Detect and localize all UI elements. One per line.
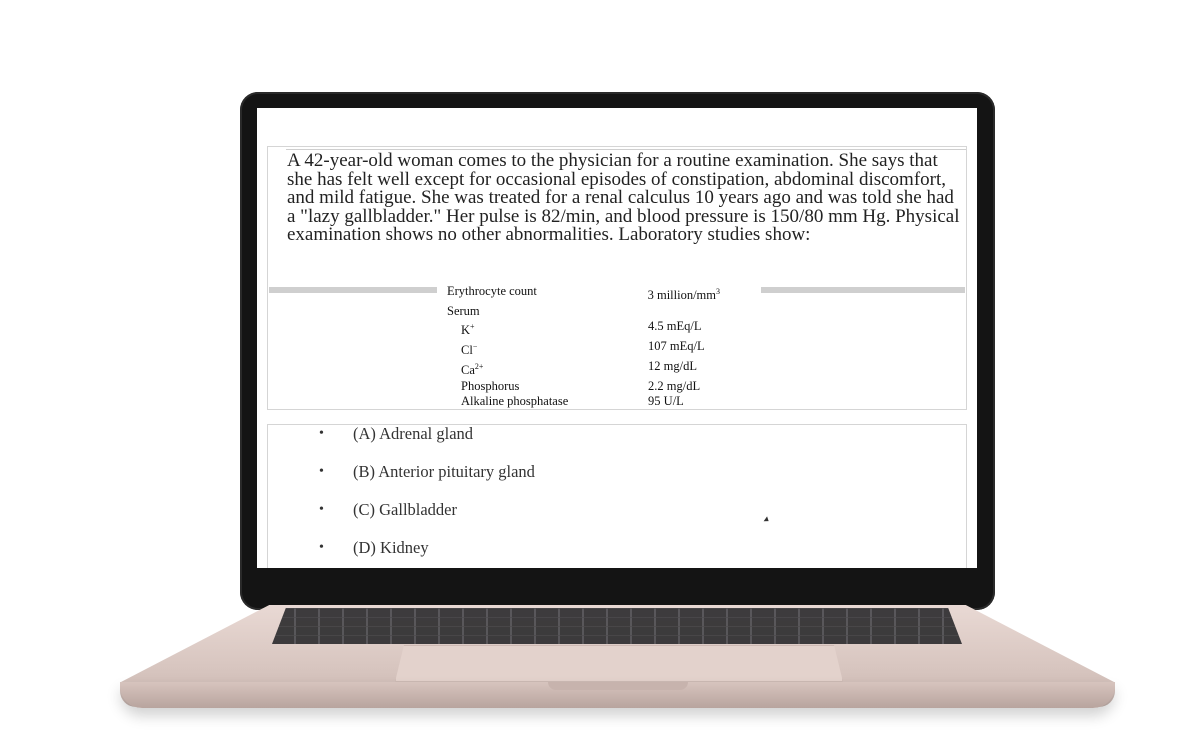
lab-value: 4.5 mEq/L <box>648 319 702 334</box>
lab-row-calcium <box>447 359 757 379</box>
answer-label: (C) Gallbladder <box>353 500 458 519</box>
lab-name: K+ <box>461 322 475 338</box>
lab-value: 95 U/L <box>648 394 684 409</box>
lab-value: 107 mEq/L <box>648 339 705 354</box>
lab-results-table <box>447 284 757 410</box>
lab-row-erythrocyte <box>447 284 757 304</box>
lab-value: 3 million/$mm^3$ <box>647 287 721 303</box>
answer-label: (D) Kidney <box>353 538 429 557</box>
question-stem: A 42-year-old woman comes to the physician for a routine examination. She says that she has felt well except for occasional episodes of constipation, abdominal discomfort, and mild fatigue. She was treated for a renal calculus 10 years ago and was told she had a "lazy gallbladder." Her pulse is 82/min, and blood pressure is 150/80 mm Hg. Physical examination shows no other abnormalities. Laboratory studies show: <box>287 150 960 245</box>
lab-name: Alkaline phosphatase <box>461 394 569 409</box>
answer-option-a[interactable] <box>319 424 535 462</box>
answer-option-c[interactable] <box>319 500 535 538</box>
keyboard <box>272 608 962 644</box>
lab-row-alkaline-phosphatase <box>447 394 757 410</box>
lab-row-chloride <box>447 339 757 359</box>
bullet-icon: • <box>319 426 324 441</box>
lab-name: Cl− <box>461 342 478 358</box>
lab-name: $Ca^{2+}$ <box>461 361 484 377</box>
lab-name: Erythrocyte count <box>447 284 537 298</box>
lab-value: 12 mg/dL <box>648 358 698 373</box>
laptop-notch <box>548 682 688 690</box>
answer-label: (B) Anterior pituitary gland <box>353 462 535 481</box>
lab-value: 2.2 mg/dL <box>648 378 701 393</box>
trackpad <box>395 645 843 682</box>
answer-option-b[interactable] <box>319 462 535 500</box>
bullet-icon: • <box>319 540 324 555</box>
bullet-icon: • <box>319 502 324 517</box>
lab-row-phosphorus <box>447 379 757 395</box>
answer-label: (A) Adrenal gland <box>353 424 474 443</box>
lab-name: Phosphorus <box>461 378 520 393</box>
answer-option-d[interactable] <box>319 538 535 568</box>
answer-choices <box>319 424 535 568</box>
divider-left <box>269 287 437 293</box>
lab-row-potassium <box>447 319 757 339</box>
divider-right <box>761 287 965 293</box>
lab-row-serum <box>447 304 757 320</box>
laptop-screen <box>257 108 977 568</box>
bullet-icon: • <box>319 464 324 479</box>
lab-section-label: Serum <box>447 303 480 318</box>
